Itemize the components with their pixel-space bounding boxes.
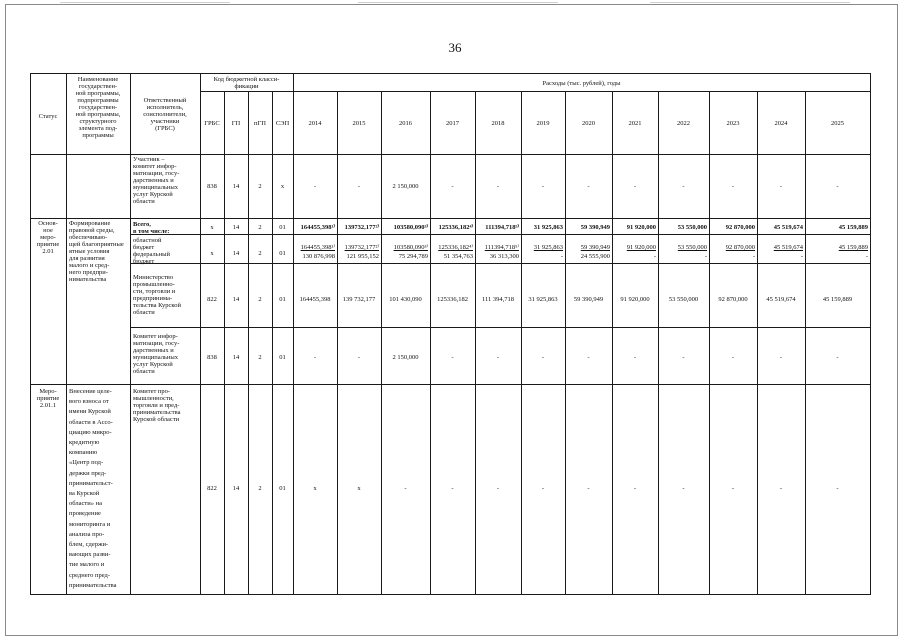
table-rule [293,91,294,595]
header-code-col: пГП [254,120,266,127]
table-rule [757,91,758,595]
name-cell: малого и сред- [69,262,110,269]
value-cell: - [357,183,361,190]
code-cell: 14 [232,296,240,303]
value-cell: х [357,485,361,492]
code-cell: 2 [258,485,262,492]
table-rule [224,91,225,595]
name-cell: мониторинга и [69,520,111,528]
header-year: 2021 [628,120,642,127]
executor-cell: области [133,309,155,316]
header-name: Наименование [77,76,119,83]
value-cell: - [682,485,685,492]
value-cell: 101 430,090 [389,296,422,303]
header-status: Статус [38,113,58,120]
value-cell: - [451,183,454,190]
header-year: 2014 [308,120,322,127]
name-cell: компанию [69,449,98,457]
code-cell: х [210,250,214,257]
table-rule [30,384,871,385]
header-budget-code: Код бюджетной класси- [213,76,280,83]
code-cell: 838 [207,183,217,190]
status-cell: ное [43,227,53,234]
executor-cell: матизации, госу- [133,340,180,347]
name-cell: «Центр под- [69,459,104,467]
value-cell: - [496,183,500,190]
value-cell: - [731,183,735,190]
executor-cell: дарственных и [133,177,174,184]
header-name: ной программы, [75,111,121,118]
value-cell: 59 390,949 [580,244,610,251]
executor-cell: федеральный [133,251,170,258]
header-name: государствен- [78,83,118,90]
value-cell: - [779,485,783,492]
table-rule [430,91,431,595]
value-cell: 36 313,300 [489,253,519,260]
value-cell: 92 870,000 [725,224,755,231]
executor-cell: сти, торговли и [133,288,176,295]
value-cell: - [496,354,500,361]
status-cell: Основ- [38,220,58,227]
table-rule [130,263,871,264]
table-rule [870,73,871,595]
code-cell: 2 [258,224,262,231]
executor-cell: Комитет инфор- [133,333,178,340]
value-cell: - [541,354,545,361]
value-cell: 125336,182⁴⁾ [438,224,473,231]
value-cell: - [587,485,590,492]
value-cell: - [587,354,590,361]
name-cell: принимательства [69,581,117,589]
code-cell: 2 [258,296,262,303]
code-cell: 14 [232,250,240,257]
value-cell: 111394,718⁵⁾ [485,224,519,231]
header-name: подпрограммы [77,97,119,104]
value-cell: - [836,485,839,492]
value-cell: - [541,485,545,492]
value-cell: - [357,354,361,361]
value-cell: - [451,354,454,361]
name-cell: тие малого и [69,561,105,569]
code-cell: 01 [279,224,286,231]
header-year: 2019 [536,120,550,127]
value-cell: - [587,183,590,190]
executor-cell: комитет инфор- [133,163,177,170]
value-cell: - [731,485,735,492]
executor-cell: принимательства [133,409,181,416]
table-rule [337,91,338,595]
value-cell: - [779,183,783,190]
executor-cell: Курской области [133,416,180,423]
header-executor: исполнитель, [146,104,184,111]
name-cell: среднего пред- [69,571,110,579]
value-cell: - [836,354,839,361]
value-cell: 103580,090³⁾ [393,224,428,231]
table-rule [658,91,659,595]
value-cell: 91 920,000 [620,296,650,303]
status-cell: приятие [36,395,60,402]
header-executor: соисполнители, [143,111,187,118]
header-name: государствен- [78,104,118,111]
table-rule [30,73,31,595]
name-cell: обеспечиваю- [69,234,108,241]
value-cell: 45 519,674 [766,296,796,303]
table-rule [30,154,871,155]
executor-cell: муниципальных [133,184,179,191]
table-rule [293,91,871,92]
header-year: 2016 [399,120,412,127]
name-cell: области в Ассо- [69,418,113,426]
name-cell: держки пред- [69,469,107,477]
table-rule [66,73,67,595]
name-cell: кредитную [69,439,100,446]
executor-cell: в том числе: [133,228,170,235]
value-cell: - [633,183,637,190]
header-name: ной программы, [75,90,121,97]
name-cell: блем, сдержи- [69,541,109,548]
value-cell: - [541,183,545,190]
table-rule [200,73,201,595]
header-year: 2017 [446,120,459,127]
value-cell: - [451,485,454,492]
value-cell: 45 519,674 [773,224,803,231]
executor-cell: мышленности, [133,395,174,402]
name-cell: вого взноса от [69,398,109,406]
code-cell: 14 [232,183,240,190]
value-cell: 103580,090³⁾ [393,244,428,251]
name-cell: имени Курской [69,408,111,416]
page-number: 36 [448,40,462,55]
table-rule [130,73,131,595]
value-cell: - [836,183,839,190]
value-cell: 31 925,863 [533,244,563,251]
executor-cell: бюджет [133,258,155,265]
executor-cell: торговли и пред- [133,402,180,409]
value-cell: - [800,253,803,260]
value-cell: - [779,354,783,361]
table-rule [709,91,710,595]
value-cell: - [682,183,685,190]
header-year: 2020 [582,120,595,127]
name-cell: Внесение целе- [69,388,112,395]
header-year: 2023 [726,120,740,127]
value-cell: - [560,253,563,260]
executor-cell: муниципальных [133,354,179,361]
value-cell: 125336,182 [437,296,468,303]
executor-cell: бюджет [133,244,155,251]
value-cell: 164455,398¹⁾ [300,244,335,251]
value-cell: 45 159,889 [838,244,868,251]
code-cell: 01 [279,250,286,257]
name-cell: для развития [69,255,105,262]
header-expenses: Расходы (тыс. рублей), годы [542,80,621,87]
name-cell: щей благоприятные [69,241,124,248]
value-cell: - [633,354,637,361]
executor-cell: промышленно- [133,281,175,288]
table-rule [130,327,871,328]
name-cell: вающих разви- [69,551,111,559]
value-cell: 111394,718⁵⁾ [484,244,519,251]
scan-edge-line [60,2,230,3]
name-cell: ятные условия [69,248,110,255]
value-cell: 45 159,889 [838,224,868,231]
code-cell: х [280,183,285,190]
value-cell: 164455,398 [299,296,331,303]
code-cell: 01 [279,354,286,361]
status-cell: меро- [40,234,56,241]
executor-cell: области [133,198,155,205]
value-cell: 45 519,674 [773,244,803,251]
scan-edge-line [358,2,558,3]
executor-cell: услуг Курской [133,191,173,198]
name-cell: правовой среды, [69,227,115,234]
header-budget-code: фикации [234,83,259,90]
value-cell: 53 550,000 [677,244,707,251]
value-cell: 130 876,998 [302,253,335,260]
executor-cell: Министерство [133,274,174,281]
code-cell: 2 [258,250,262,257]
name-cell: ва Курской [69,490,100,497]
status-cell: 2.01 [42,248,54,255]
executor-cell: Комитет про- [133,388,171,395]
header-name: программы [82,132,114,139]
code-cell: 822 [207,296,217,303]
code-cell: 2 [258,354,262,361]
value-cell: - [704,253,707,260]
table-rule [565,91,566,595]
code-cell: 838 [207,354,217,361]
value-cell: 59 390,949 [580,224,610,231]
value-cell: 2 150,000 [392,183,419,190]
value-cell: - [865,253,868,260]
header-name: элемента под- [78,125,118,132]
value-cell: - [653,253,656,260]
value-cell: х [313,485,317,492]
code-cell: 2 [258,183,262,190]
executor-cell: области [133,368,155,375]
header-year: 2025 [831,120,844,127]
value-cell: 24 555,900 [580,253,610,260]
header-name: структурного [79,118,117,125]
value-cell: 139 732,177 [342,296,376,303]
header-code-col: ГРБС [204,120,220,127]
header-code-col: СЭП [275,120,290,127]
header-code-col: ГП [231,120,241,127]
name-cell: Формирование [69,220,111,227]
header-year: 2018 [491,120,505,127]
table-rule [272,91,273,595]
value-cell: 53 550,000 [668,296,699,303]
value-cell: 45 159,889 [822,296,853,303]
table-rule [200,91,294,92]
value-cell: 59 390,949 [573,296,604,303]
code-cell: х [210,224,214,231]
value-cell: 31 925,863 [533,224,563,231]
status-cell: 2.01.1 [39,402,57,409]
value-cell: 121 955,152 [346,253,379,260]
executor-cell: Участник – [133,156,165,163]
table-rule [130,218,871,219]
executor-cell: тельства Курской [133,302,181,309]
scan-edge-line [650,2,850,3]
code-cell: 14 [232,485,240,492]
status-cell: приятие [36,241,60,248]
executor-cell: услуг Курской [133,361,173,368]
name-cell: нимательства [69,276,107,283]
table-rule [521,91,522,595]
name-cell: циацию микро- [69,428,112,436]
table-rule [475,91,476,595]
value-cell: 91 920,000 [626,244,656,251]
value-cell: 92 870,000 [725,244,755,251]
code-cell: 822 [207,485,217,492]
executor-cell: областной [133,237,162,244]
header-executor: (ГРБС) [155,125,175,132]
value-cell: 164455,398¹⁾ [300,224,335,231]
value-cell: 139732,177²⁾ [344,244,379,251]
name-cell: анализа про- [69,530,105,538]
table-rule [612,91,613,595]
value-cell: 75 294,789 [398,253,428,260]
header-year: 2022 [677,120,690,127]
code-cell: 01 [279,296,286,303]
name-cell: него предпри- [69,269,108,276]
code-cell: 14 [232,354,240,361]
executor-cell: Всего, [133,221,151,228]
value-cell: 31 925,863 [528,296,558,303]
value-cell: - [313,183,317,190]
value-cell: - [404,485,407,492]
executor-cell: дарственных и [133,347,174,354]
status-cell: Меро- [39,388,57,395]
value-cell: 2 150,000 [392,354,419,361]
value-cell: 139732,177²⁾ [344,224,379,231]
name-cell: области» на [69,500,102,508]
name-cell: принимательст- [69,479,113,487]
executor-cell: предпринима- [133,295,173,302]
table-rule [805,91,806,595]
header-year: 2015 [352,120,366,127]
table-rule [248,91,249,595]
name-cell: проведение [69,510,101,518]
header-executor: участники [150,118,180,125]
value-cell: 53 550,000 [677,224,707,231]
value-cell: - [496,485,500,492]
value-cell: - [752,253,755,260]
table-rule [30,73,871,74]
value-cell: - [682,354,685,361]
value-cell: 111 394,718 [481,296,515,303]
value-cell: - [731,354,735,361]
value-cell: 125336,182⁴⁾ [438,244,473,251]
table-rule [381,91,382,595]
header-executor: Ответственный [143,97,187,104]
value-cell: 51 354,763 [443,253,473,260]
table-rule [130,234,871,235]
code-cell: 14 [232,224,240,231]
value-cell: - [313,354,317,361]
header-year: 2024 [774,120,788,127]
value-cell: 92 870,000 [718,296,748,303]
value-cell: 91 920,000 [626,224,656,231]
table-rule [30,218,131,219]
table-rule [30,594,871,595]
value-cell: - [633,485,637,492]
code-cell: 01 [279,485,286,492]
executor-cell: матизации, госу- [133,170,180,177]
